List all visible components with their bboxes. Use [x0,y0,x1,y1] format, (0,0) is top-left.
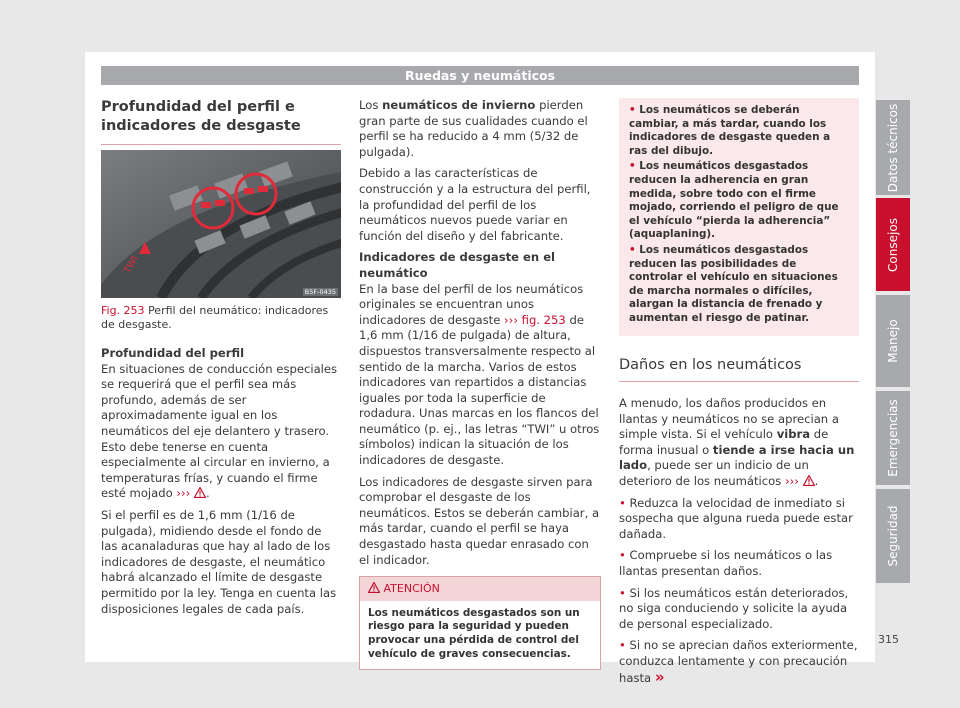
tire-tread-figure [101,150,341,298]
figure-ref: Fig. 253 [101,304,145,317]
tab-datos-tecnicos[interactable]: Datos técnicos [876,100,910,195]
warning-text: Los neumáticos desgastados son un riesgo para la seguridad y pueden provocar una pérdida de control del vehículo de graves consecuencias. [368,606,580,660]
sub-heading: Indicadores de desgaste en el neumático [359,250,556,280]
figure-caption [101,304,341,332]
paragraph: En la base del perfil de los neumáticos originales se encuentran unos indicadores de desgaste ››› fig. 253 de 1,6 mm (1/16 de pulgada) de altura, dispuestos transversalmente respecto al sentido de la marcha. Varios de estos indicadores van repartidos a distancias iguales por toda la superficie de rodadura. Unas marcas en los flancos del neumático (p. ej., las letras “TWI” u otros símbolos) indican la situación de los indicadores de desgaste. [359,281,600,468]
warning-triangle-icon [194,487,206,498]
cross-ref-link[interactable]: ››› [784,474,799,489]
section-title: Profundidad del perfil e indicadores de desgaste [101,98,341,145]
paragraph: En situaciones de conducción especiales se requerirá que el perfil sea más profundo, además de ser aproximadamente igual en los neumáticos del eje delantero y trasero. Esto debe tenerse en cuenta especialmente al circular en invierno, a temperaturas frías, y cuando el firme esté mojado ››› . [101,361,338,501]
tire-tread-illustration [101,150,341,298]
twi-label: TWI [122,254,141,276]
list-item: • Los neumáticos desgastados reducen la adherencia en gran medida, sobre todo con el firme mojado, corriendo el peligro de que el vehículo “pierda la adherencia” (aquaplaning). [629,160,839,241]
paragraph: A menudo, los daños producidos en llantas y neumáticos no se aprecian a simple vista. Si el vehículo vibra de forma inusual o tiende a irse hacia un lado, puede ser un indicio de un deterioro de los neumáticos ››› . [619,396,855,489]
warning-box [359,576,601,670]
warning-triangle-icon [803,475,815,486]
continue-arrow-icon: » [654,667,665,686]
list-item: • Compruebe si los neumáticos o las llantas presentan daños. [619,548,833,579]
list-item: • Si no se aprecian daños exteriormente, conduzca lentamente y con precaución hasta » [619,638,858,686]
page-number: 315 [878,633,899,646]
tab-emergencias[interactable]: Emergencias [876,391,910,485]
column-1-body [101,346,341,623]
list-item: • Los neumáticos desgastados reducen las posibilidades de controlar el vehículo en situaciones de marcha normales o difíciles, alargan la distancia de frenado y aumentan el riesgo de patinar. [629,243,838,324]
tab-manejo[interactable]: Manejo [876,295,910,387]
list-item: • Si los neumáticos están deteriorados, no siga conduciendo y solicite la ayuda de personal especializado. [619,585,849,631]
warning-list-box [619,98,859,336]
paragraph: Si el perfil es de 1,6 mm (1/16 de pulgada), midiendo desde el fondo de las acanaladuras que hay al lado de los indicadores de desgaste, el neumático habrá alcanzado el límite de desgaste permitido por la ley. Tenga en cuenta las disposiciones legales de cada país. [101,507,337,616]
column-2 [359,98,601,670]
sub-heading: Profundidad del perfil [101,346,245,360]
list-item: • Los neumáticos se deberán cambiar, a más tardar, cuando los indicadores de desgaste queden a ras del dibujo. [629,104,831,157]
paragraph: Debido a las características de construcción y a la estructura del perfil, la profundidad del perfil de los neumáticos nuevos puede variar en función del diseño y del fabricante. [359,166,591,243]
list-item: • Reduzca la velocidad de inmediato si sospecha que alguna rueda puede estar dañada. [619,495,853,541]
tab-consejos[interactable]: Consejos [876,198,910,291]
section-title: Daños en los neumáticos [619,358,859,383]
column-3 [619,98,859,692]
paragraph: Los indicadores de desgaste sirven para comprobar el desgaste de los neumáticos. Estos se deberán cambiar, a más tardar, cuando el perfil se haya desgastado hasta quedar enrasado con el indicador. [359,474,600,567]
cross-ref-link[interactable]: ››› [176,486,191,501]
figure-link[interactable]: ››› fig. 253 [504,312,566,327]
paragraph: Los neumáticos de invierno pierden gran parte de sus cualidades cuando el perfil se ha reducido a 4 mm (5/32 de pulgada). [359,98,588,159]
tab-seguridad[interactable]: Seguridad [876,489,910,583]
warning-header: ATENCIÓN [360,577,600,601]
column-1 [101,98,341,145]
caption-text: Perfil del neumático: indicadores de desgaste. [101,304,329,331]
chapter-header: Ruedas y neumáticos [101,66,859,85]
warning-triangle-icon [368,582,380,593]
figure-code: B5F-0435 [304,288,336,296]
